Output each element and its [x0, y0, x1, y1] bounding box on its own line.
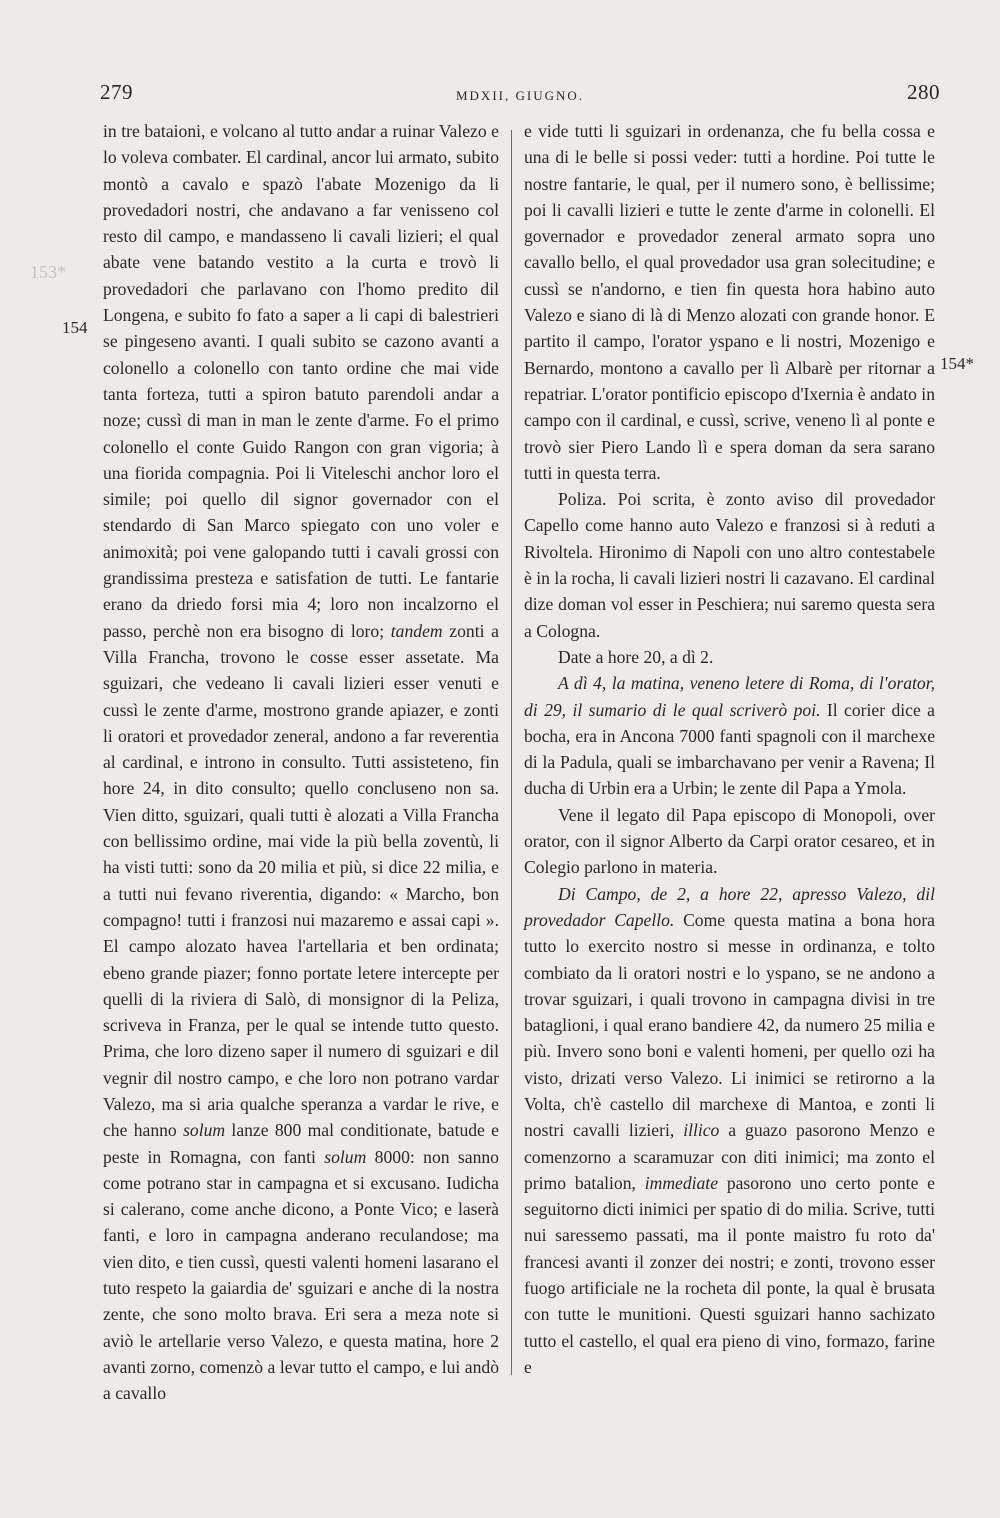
- text-run: Come questa matina a bona hora tutto lo exercito nostro si messe in ordinanza, e tolto combiato da li oratori nostri e lo yspano, se ne andono a trovar sguizari, i quali trovono in campagna divisi in tre bataglioni, i qual erano bandiere 42, da numero 25 milia e più. Invero sono boni e valenti homeni, per quello ozi ha visto, drizati verso Valezo. Li inimici se retirorno a la Volta, ch'è castello dil marchexe di Mantoa, e zonti li nostri cavalli lizieri,: [524, 909, 935, 1141]
- paragraph: [524, 486, 935, 644]
- text-run: e vide tutti li sguizari in ordenanza, che fu bella cossa e una di le belle si possi veder: tutti a hordine. Poi tutte le nostre fantarie, le qual, per il numero sono, è bellissime; poi li cavalli lizieri e tutte le zente d'arme in colonelli. El governador e provedador zeneral armato sopra uno cavallo bello, el qual provedador usa gran solecitudine; e cussì se n'andorno, e tien fin questa hora habino auto Valezo e siano di là di Menzo alozati con grande honor. E partito il campo, l'orator yspano e li nostri, Mozenigo e Bernardo, montono a cavallo per lì Albarè per ritornar a repatriar. L'orator pontificio episcopo d'Ixernia è andato in campo con il cardinal, e cussì, scrive, veneno lì al ponte e trovò sier Piero Lando lì e spera doman da sera sarano tutti in questa terra.: [524, 121, 935, 483]
- italic-text: solum: [183, 1120, 226, 1141]
- italic-text: tandem: [390, 620, 443, 641]
- italic-text: Di Campo, de 2, a hore 22, apresso Valezo, dil provedador Capello.: [524, 883, 935, 930]
- text-run: in tre bataioni, e volcano al tutto andar a ruinar Valezo e lo voleva combater. El cardinal, ancor lui armato, subito montò a cavalo e spazò l'abate Mozenigo da li provedadori nostri, che andavano a far venisseno col resto dil campo, e mandasseno li cavali lizieri; el qual abate vene batando vestito a la curta e trovò li provedadori che parlavano con l'homo predito dil Longena, e subito fo fato a saper a li capi di balestrieri se pingeseno avanti. I quali subito se cazono avanti a colonello a colonello con tanto ordine che mai vide tanta forteza, tutti a spiron batuto parendoli andar a noze; cussì di man in man le zente d'arme. Fo el primo colonello el conte Guido Rangon con gran vigoria; à una fiorida compagnia. Poi li Viteleschi anchor loro el simile; poi quello dil signor governador con el stendardo di San Marco spiegato con uno voler e animoxità; poi vene galopando tutti i cavali grossi con grandissima presteza e satisfation de tutti. Le fantarie erano da driedo forsi mia 4; loro non incalzorno el passo, perchè non era bisogno di loro;: [103, 121, 499, 641]
- show-through-margin-number: 153*: [30, 262, 66, 282]
- paragraph: [524, 881, 935, 1381]
- italic-text: solum: [324, 1146, 367, 1167]
- text-run: pasorono uno certo ponte e seguitorno dicti inimici per spatio di do milia. Scrive, tutti nui saressemo passati, ma il ponte maistro fu roto da' francesi avanti il zonzer dei nostri; e zonti, trovono esser fuogo artificiale ne la rocheta dil ponte, la qual è brusata con tutte le munitioni. Questi sguizari hanno sachizato tutto el castello, el qual era pieno di vino, formazo, farine e: [524, 1172, 935, 1377]
- italic-text: immediate: [644, 1172, 719, 1193]
- text-run: lanze 800 mal conditionate, batude e peste in Romagna, con fanti: [103, 1120, 499, 1167]
- text-run: a guazo pasorono Menzo e comenzorno a scaramuzar con diti inimici; ma zonto el primo batalion,: [524, 1120, 935, 1193]
- text-run: Il corier dice a bocha, era in Ancona 7000 fanti spagnoli con il marchexe di la Padula, quali se imbarchavano per venir a Ravena; Il ducha di Urbin era a Urbin; le zente dil Papa a Ymola.: [524, 699, 935, 799]
- text-run: zonti a Villa Francha, trovono le cosse esser assetate. Ma sguizari, che vedeano li cavali lizieri esser venuti e cussì le zente d'arme, mostrono grande apiazer, e zonti li oratori et provedador zeneral, andono a far reverentia al cardinal, e introno in consulto. Tutti assisteteno, fin hore 24, in dito consulto; quello concluseno non sa. Vien ditto, sguizari, quali tutti è alozati a Villa Francha con bellissimo ordine, mai vide la più bella zoventù, li ha visti tutti: sono da 20 milia et più, si dice 22 milia, e a tutti nui fevano riverentia, digando: « Marcho, bon compagno! tutti i franzosi nui mazaremo e assai capi ». El campo alozato havea l'artellaria et ben ordinata; ebeno grande piazer; fonno portate letere intercepte per quelli di la riviera di Salò, di monsignor di la Peliza, scriveva in Franza, per le qual se intende tutto questo. Prima, che loro dizeno saper il numero di sguizari e dil vegnir dil nostro campo, e che loro non potrano vardar Valezo, ma si aria qualche speranza a vardar le rive, e che hanno: [103, 620, 499, 1141]
- text-run: Poliza. Poi scrita, è zonto aviso dil provedador Capello come hanno auto Valezo e franzosi si à reduti a Rivoltela. Hironimo di Napoli con uno altro contestabele è in la rocha, li cavali lizieri nostri li cazavano. El cardinal dize doman vol esser in Peschiera; nui saremo questa sera a Cologna.: [524, 489, 935, 641]
- paragraph: [524, 670, 935, 801]
- right-text-column: [524, 118, 935, 1388]
- running-head: MDXII, GIUGNO.: [455, 88, 584, 103]
- page-number-right: 280: [907, 80, 940, 104]
- paragraph: [524, 118, 935, 486]
- paragraph: [103, 118, 499, 1407]
- paragraph: [524, 802, 935, 881]
- paragraph: [524, 644, 935, 670]
- text-run: Date a hore 20, a dì 2.: [558, 646, 714, 667]
- text-run: Vene il legato dil Papa episcopo di Monopoli, over orator, con il signor Alberto da Carpi orator cesareo, et in Colegio parlono in materia.: [524, 804, 935, 878]
- left-text-column: [103, 118, 499, 1404]
- column-divider: [511, 130, 512, 1375]
- text-run: 8000: non sanno come potrano star in campagna et si excusano. Iudicha si calerano, come anche dicono, a Ponte Vico; e laserà fanti, e loro in campagna anderano reculandose; ma vien dito, e tien cussì, questi valenti homeni lasarano el tuto respeto la gaiardia de' sguizari e anche di la nostra zente, che sono molto brava. Eri sera a meza note si aviò le artellarie verso Valezo, e questa matina, hore 2 avanti zorno, comenzò a levar tutto el campo, e lui andò a cavallo: [103, 1146, 499, 1404]
- page-number-left: 279: [100, 80, 133, 104]
- margin-number-right: 154*: [940, 354, 974, 373]
- page-header: [100, 80, 940, 120]
- italic-text: A dì 4, la matina, veneno letere di Roma, di l'orator, di 29, il sumario di le qual scriverò poi.: [524, 673, 935, 720]
- margin-number-left: 154: [62, 318, 88, 337]
- italic-text: illico: [683, 1120, 720, 1141]
